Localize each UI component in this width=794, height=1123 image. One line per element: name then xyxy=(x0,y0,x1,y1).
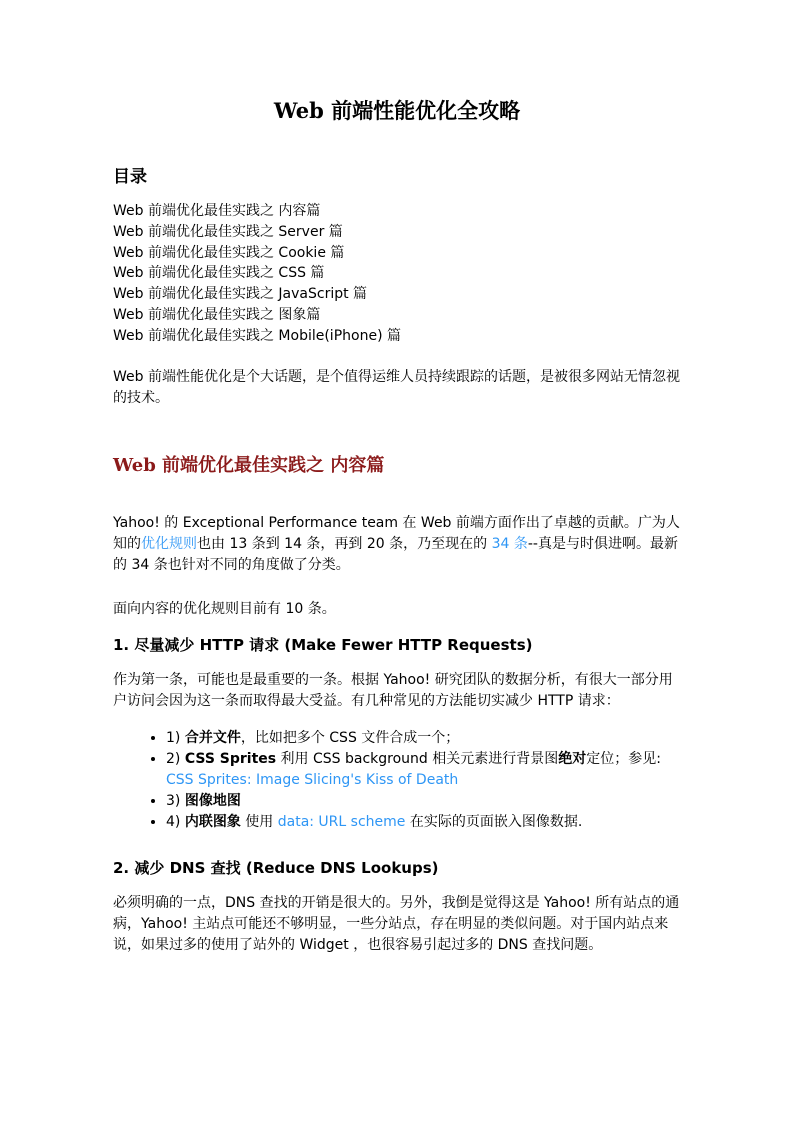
yahoo-paragraph xyxy=(113,513,681,576)
toc-heading: 目录 xyxy=(113,167,147,187)
link-optimization-rules[interactable]: 优化规则 xyxy=(141,535,197,552)
bullet-number: 1) xyxy=(166,729,185,746)
toc-item: Web 前端优化最佳实践之 内容篇 xyxy=(113,203,321,219)
bullet-merge-files xyxy=(166,728,681,749)
toc-item: Web 前端优化最佳实践之 Server 篇 xyxy=(113,223,343,240)
bullet-image-map xyxy=(166,791,681,812)
intro-paragraph: Web 前端性能优化是个大话题，是个值得运维人员持续跟踪的话题，是被很多网站无情忽视的技术。 xyxy=(113,368,680,406)
bullet-text: 在实际的页面嵌入图像数据. xyxy=(405,813,583,830)
bullet-text: 定位；参见: xyxy=(586,750,661,767)
toc-list xyxy=(113,201,681,347)
bullet-number: 2) xyxy=(166,750,185,767)
yahoo-paragraph-text-3: --真是与时俱进啊。最新的 34 条也针对不同的角度做了分类。 xyxy=(113,535,678,573)
bullet-text: 利用 CSS background 相关元素进行背景图 xyxy=(276,750,559,767)
bullet-bold-term: 内联图象 xyxy=(184,813,241,830)
bullet-bold-term: 图像地图 xyxy=(184,792,241,809)
bullet-bold-term: CSS Sprites xyxy=(184,750,277,767)
rule2-heading: 2. 减少 DNS 查找 (Reduce DNS Lookups) xyxy=(113,858,439,877)
bullet-text: 使用 xyxy=(240,813,278,830)
bullet-bold-term: 合并文件 xyxy=(184,729,241,746)
content-section-heading: Web 前端优化最佳实践之 内容篇 xyxy=(113,454,385,476)
rule1-heading: 1. 尽量减少 HTTP 请求 (Make Fewer HTTP Requests) xyxy=(113,635,533,654)
bullet-css-sprites xyxy=(166,749,681,791)
rules-count-paragraph: 面向内容的优化规则目前有 10 条。 xyxy=(113,600,336,617)
link-data-url-scheme[interactable]: data: URL scheme xyxy=(277,813,406,830)
bullet-number: 3) xyxy=(166,792,185,809)
rule1-paragraph: 作为第一条，可能也是最重要的一条。根据 Yahoo! 研究团队的数据分析，有很大一部分用户访问会因为这一条而取得最大受益。有几种常见的方法能切实减少 HTTP 请求： xyxy=(113,671,673,709)
toc-item: Web 前端优化最佳实践之 Cookie 篇 xyxy=(113,244,345,261)
bullet-text: ，比如把多个 CSS 文件合成一个； xyxy=(240,729,460,746)
toc-item: Web 前端优化最佳实践之 CSS 篇 xyxy=(113,265,325,282)
link-css-sprites-article[interactable]: CSS Sprites: Image Slicing's Kiss of Death xyxy=(166,771,459,788)
yahoo-paragraph-text-1: Yahoo! 的 Exceptional Performance team 在 Web 前端方面作出了卓越的贡献。广为人知的 xyxy=(113,514,680,552)
rule2-paragraph: 必须明确的一点，DNS 查找的开销是很大的。另外，我倒是觉得这是 Yahoo! 所有站点的通病，Yahoo! 主站点可能还不够明显，一些分站点，存在明显的类似问题。对于国内站点来说，如果过多的使用了站外的 Widget ，也很容易引起过多的 DNS 查找问题。 xyxy=(113,894,680,953)
bullet-inline-images xyxy=(166,812,681,833)
toc-item: Web 前端优化最佳实践之 图象篇 xyxy=(113,306,321,323)
rule1-bullet-list xyxy=(113,728,681,833)
link-34-rules[interactable]: 34 条 xyxy=(491,535,528,552)
bullet-bold-term: 绝对 xyxy=(558,750,587,767)
document-title: Web 前端性能优化全攻略 xyxy=(273,98,521,123)
yahoo-paragraph-text-2: 也由 13 条到 14 条，再到 20 条，乃至现在的 xyxy=(197,535,492,552)
toc-item: Web 前端优化最佳实践之 JavaScript 篇 xyxy=(113,286,368,303)
bullet-number: 4) xyxy=(166,813,185,830)
toc-item: Web 前端优化最佳实践之 Mobile(iPhone) 篇 xyxy=(113,327,401,344)
